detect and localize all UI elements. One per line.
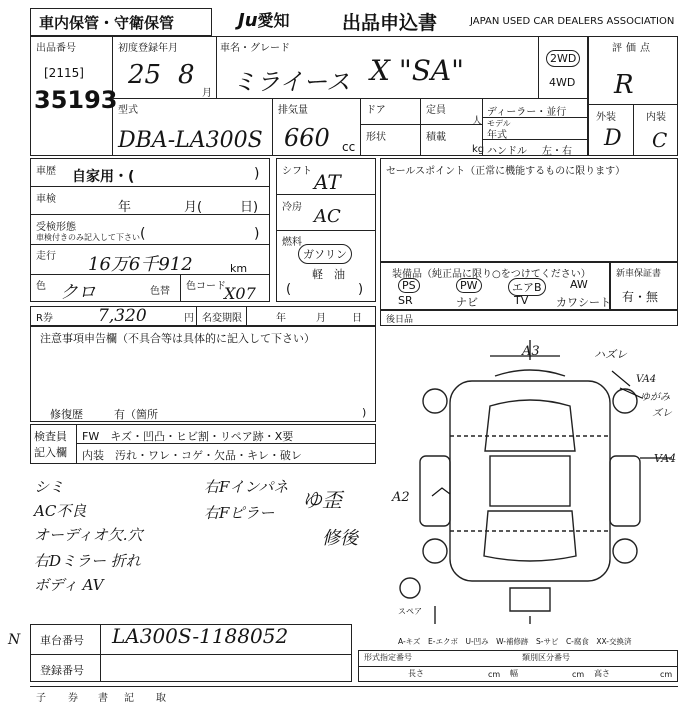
remark-3: オーディオ欠.穴 xyxy=(34,526,143,544)
rating-vdivider xyxy=(633,104,634,156)
chassis-value: LA300S-1188052 xyxy=(112,624,289,648)
spec-height: 高さ xyxy=(594,669,610,678)
cls-note: 類別区分番号 xyxy=(522,653,570,662)
remark-mark: ゆ歪 xyxy=(302,488,342,512)
history-value: 自家用・( xyxy=(72,169,135,185)
type-label: 型式 xyxy=(118,105,138,116)
diagram-va4-2: VA4 xyxy=(654,452,677,465)
inspector-row-2: 内装 汚れ・ワレ・コゲ・欠品・キレ・破レ xyxy=(82,449,302,462)
lot-sub-number: [2115] xyxy=(44,66,84,80)
diagram-hazure: ハズレ xyxy=(594,348,627,361)
capacity-divider xyxy=(420,98,421,156)
acceptance-line xyxy=(30,244,270,245)
shift-label: シフト xyxy=(282,166,312,177)
equip-aw: AW xyxy=(570,278,588,291)
mileage-value: 16万6千912 xyxy=(88,254,193,275)
remark-6: 右Fインパネ xyxy=(204,478,289,496)
rear-label: 後日品 xyxy=(386,315,414,325)
chassis-label: 車台番号 xyxy=(40,634,84,647)
chassis-divider xyxy=(100,624,101,682)
displacement-label: 排気量 xyxy=(278,105,308,116)
aircon-value: AC xyxy=(314,206,341,227)
mileage-line xyxy=(30,274,270,275)
warranty-value: 有・無 xyxy=(622,290,659,304)
history-label: 車歴 xyxy=(36,166,56,177)
spec-height-cm: cm xyxy=(660,670,673,679)
inspector-divider xyxy=(76,424,77,464)
bottom-rule xyxy=(30,686,678,687)
type-value: DBA-LA300S xyxy=(118,128,263,153)
equipment-label: 装備品（純正品に限り○をつけてください） xyxy=(392,269,591,280)
spec-length-cm: cm xyxy=(488,670,501,679)
inspection-day: 日) xyxy=(240,200,259,215)
fuel-open: ( xyxy=(286,282,292,297)
drive-2wd: 2WD xyxy=(546,50,580,67)
exterior-label: 外装 xyxy=(596,112,616,123)
model-name: ミライース xyxy=(232,68,351,96)
equip-tv: TV xyxy=(514,294,529,307)
storage-box xyxy=(30,8,212,36)
fuel-close: ) xyxy=(358,282,364,297)
registration-month: 8 xyxy=(178,60,195,90)
color-change-label: 色替 xyxy=(150,286,170,297)
repair-label: 修復歴 xyxy=(50,408,83,421)
acceptance-close: ) xyxy=(254,226,260,242)
registration-label: 初度登録年月 xyxy=(118,43,178,54)
interior-value: C xyxy=(652,128,668,152)
aircon-label: 冷房 xyxy=(282,202,302,213)
lot-label: 出品番号 xyxy=(36,43,76,54)
sales-point-label: セールスポイント（正常に機能するものに限ります） xyxy=(386,166,626,177)
remark-5: ボディ AV xyxy=(34,576,104,594)
model-grade: X "SA" xyxy=(370,54,464,87)
spec-width: 幅 xyxy=(510,669,518,678)
name-change-year: 年 xyxy=(276,313,286,324)
equip-sr: SR xyxy=(398,294,413,307)
equip-pw: PW xyxy=(456,278,482,293)
bottom-1: 子 xyxy=(36,693,46,704)
recycle-unit: 円 xyxy=(184,313,194,324)
inspection-line xyxy=(30,214,270,215)
color-label: 色 xyxy=(36,281,46,292)
dealer-divider xyxy=(482,98,483,156)
name-change-day: 日 xyxy=(352,313,362,324)
remark-1: シミ xyxy=(34,478,65,496)
diagram-a3: A3 xyxy=(522,344,540,359)
association-name: JAPAN USED CAR DEALERS ASSOCIATION xyxy=(470,16,675,27)
acceptance-open: ( xyxy=(140,226,146,242)
doors-label: ドア xyxy=(366,105,386,116)
reg-number-label: 登録番号 xyxy=(40,664,84,677)
after-repair: 修後 xyxy=(322,528,358,549)
row2-divider xyxy=(112,98,588,99)
exterior-value: D xyxy=(604,126,622,151)
spec-width-cm: cm xyxy=(572,670,585,679)
equip-seat: カワシート xyxy=(556,296,611,309)
name-change-month: 月 xyxy=(316,313,326,324)
fuel-label: 燃料 xyxy=(282,237,302,248)
shift-line xyxy=(276,194,376,195)
notes-label: 注意事項申告欄（不具合等は具体的に記入して下さい） xyxy=(40,332,315,345)
color-value: クロ xyxy=(60,282,96,303)
diagram-va4-1: VA4 xyxy=(636,374,657,385)
load-unit: kg xyxy=(472,144,485,155)
inspector-label-2: 記入欄 xyxy=(34,446,67,459)
history-close: ) xyxy=(254,166,260,182)
shape-divider xyxy=(360,124,482,125)
ju-logo-mark: Ju xyxy=(238,10,258,31)
inspector-hline xyxy=(76,443,376,444)
mileage-unit: km xyxy=(230,262,248,275)
diagram-a2: A2 xyxy=(392,490,410,505)
color-divider xyxy=(180,274,181,302)
form-note: 形式指定番号 xyxy=(364,653,412,662)
diagram-zure: ズレ xyxy=(652,408,672,419)
mileage-label: 走行 xyxy=(36,251,56,262)
shift-value: AT xyxy=(314,170,341,194)
spec-length: 長さ xyxy=(408,669,424,678)
color-code-label: 色コード xyxy=(186,281,226,292)
spec-line xyxy=(358,666,678,667)
acceptance-note: 車検付きのみ記入して下さい xyxy=(36,233,140,242)
warranty-label: 新車保証書 xyxy=(616,269,662,279)
rating-label: 評価点 xyxy=(612,43,654,54)
ju-logo xyxy=(238,8,290,31)
bottom-5: 取 xyxy=(156,693,166,704)
recycle-divider xyxy=(196,306,197,326)
rating-value: R xyxy=(614,70,634,100)
bottom-2: 券 xyxy=(68,693,78,704)
remark-4: 右Dミラー 折れ xyxy=(34,552,141,570)
displacement-unit: cc xyxy=(342,140,356,154)
form-title: 出品申込書 xyxy=(342,12,438,34)
chassis-line xyxy=(30,654,352,655)
disp-divider xyxy=(272,98,273,156)
name-change-divider xyxy=(246,306,247,326)
recycle-label: R券 xyxy=(36,313,53,324)
aircon-line xyxy=(276,230,376,231)
diagram-yugami: ゆがみ xyxy=(640,392,670,403)
shape-label: 形状 xyxy=(366,132,386,143)
interior-label: 内装 xyxy=(646,112,666,123)
inspection-year: 年 xyxy=(118,200,132,215)
bottom-3: 書 xyxy=(98,693,108,704)
fuel-diesel: 軽 油 xyxy=(312,268,345,281)
fuel-gasoline: ガソリン xyxy=(298,244,352,264)
rear-label-row xyxy=(380,310,678,326)
remark-7: 右Fピラー xyxy=(204,504,275,522)
displacement-value: 660 xyxy=(284,124,330,152)
load-label: 積載 xyxy=(426,132,446,143)
repair-close: ) xyxy=(362,406,367,419)
inspector-label-1: 検査員 xyxy=(34,430,67,443)
bottom-4: 記 xyxy=(124,693,134,704)
repair-value: 有（箇所 xyxy=(114,408,158,421)
handle-opts: 左・右 xyxy=(542,146,572,157)
history-line xyxy=(30,186,270,187)
equip-navi: ナビ xyxy=(456,296,478,309)
dealer-parallel: ディーラー・並行 xyxy=(487,107,567,118)
dealer-line2 xyxy=(482,139,588,140)
acceptance-label: 受検形態 xyxy=(36,222,76,233)
model-year-1: モデル xyxy=(487,119,511,128)
drive-4wd: 4WD xyxy=(549,76,576,89)
margin-mark: N xyxy=(8,632,21,648)
model-year-2: 年式 xyxy=(487,130,507,141)
model-label: 車名・グレード xyxy=(220,43,290,54)
capacity-label: 定員 xyxy=(426,105,446,116)
remark-2: AC不良 xyxy=(34,502,87,520)
door-divider xyxy=(360,98,361,156)
drive-cell xyxy=(538,36,589,99)
recycle-value: 7,320 xyxy=(98,306,147,326)
diagram-legend: A-キズ E-エクボ U-凹み W-補修跡 S-サビ C-腐食 XX-交換済 xyxy=(398,637,632,646)
lot-number: 35193 xyxy=(34,86,118,114)
ju-region: 愛知 xyxy=(257,11,290,30)
color-code-value: X07 xyxy=(224,284,256,303)
handle-label: ハンドル xyxy=(487,146,527,157)
diagram-spare: スペア xyxy=(398,607,422,616)
equip-ps: PS xyxy=(398,278,420,293)
inspector-row-1: FW キズ・凹凸・ヒビ割・リペア跡・X要 xyxy=(82,430,294,443)
registration-month-unit: 月 xyxy=(202,88,212,99)
capacity-unit: 人 xyxy=(472,116,482,127)
car-diagram xyxy=(380,326,680,624)
storage-labels: 車内保管・守衛保管 xyxy=(39,14,175,32)
equip-airbag: エアB xyxy=(508,278,546,296)
name-change-label: 名変期限 xyxy=(202,313,242,324)
inspection-month: 月( xyxy=(184,200,203,215)
inspection-label: 車検 xyxy=(36,194,56,205)
registration-year: 25 xyxy=(128,60,162,90)
